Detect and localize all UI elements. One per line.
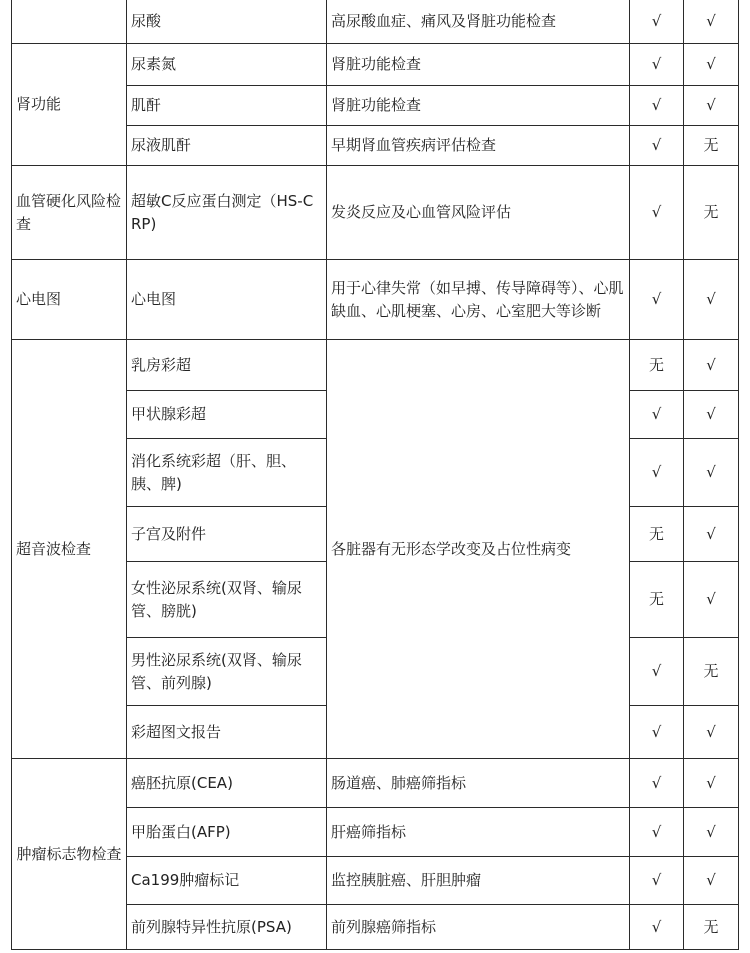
mark-cell-b: √ (684, 808, 739, 857)
mark-cell-a: √ (630, 905, 684, 950)
checkup-items-table (11, 0, 739, 950)
mark-cell-b: √ (684, 507, 739, 562)
mark-cell-a: √ (630, 166, 684, 260)
mark-cell-b: √ (684, 0, 739, 44)
description-cell: 肾脏功能检查 (327, 86, 630, 126)
mark-cell-a: √ (630, 86, 684, 126)
table-row (12, 0, 739, 44)
mark-cell-b: 无 (684, 126, 739, 166)
item-cell: 女性泌尿系统(双肾、输尿管、膀胱) (127, 562, 327, 638)
item-cell: 尿液肌酐 (127, 126, 327, 166)
mark-cell-a: 无 (630, 507, 684, 562)
mark-cell-a: √ (630, 44, 684, 86)
mark-cell-b: √ (684, 391, 739, 439)
table-row (12, 44, 739, 86)
mark-cell-b: √ (684, 439, 739, 507)
table-row (12, 166, 739, 260)
description-cell: 前列腺癌筛指标 (327, 905, 630, 950)
category-cell: 肾功能 (12, 44, 127, 166)
mark-cell-b: √ (684, 706, 739, 759)
item-cell: 甲胎蛋白(AFP) (127, 808, 327, 857)
mark-cell-b: √ (684, 260, 739, 340)
mark-cell-a: √ (630, 857, 684, 905)
mark-cell-a: 无 (630, 340, 684, 391)
item-cell: 消化系统彩超（肝、胆、胰、脾) (127, 439, 327, 507)
mark-cell-b: 无 (684, 166, 739, 260)
mark-cell-b: √ (684, 86, 739, 126)
mark-cell-a: √ (630, 0, 684, 44)
description-cell: 各脏器有无形态学改变及占位性病变 (327, 340, 630, 759)
mark-cell-b: 无 (684, 638, 739, 706)
table-row (12, 759, 739, 808)
item-cell: 肌酐 (127, 86, 327, 126)
category-cell: 肿瘤标志物检查 (12, 759, 127, 950)
mark-cell-b: √ (684, 562, 739, 638)
item-cell: 彩超图文报告 (127, 706, 327, 759)
mark-cell-a: √ (630, 260, 684, 340)
mark-cell-a: √ (630, 638, 684, 706)
table-row (12, 260, 739, 340)
item-cell: 尿素氮 (127, 44, 327, 86)
mark-cell-a: √ (630, 706, 684, 759)
description-cell: 高尿酸血症、痛风及肾脏功能检查 (327, 0, 630, 44)
item-cell: 子宫及附件 (127, 507, 327, 562)
mark-cell-b: 无 (684, 905, 739, 950)
mark-cell-b: √ (684, 759, 739, 808)
description-cell: 肠道癌、肺癌筛指标 (327, 759, 630, 808)
mark-cell-a: √ (630, 126, 684, 166)
item-cell: 甲状腺彩超 (127, 391, 327, 439)
mark-cell-b: √ (684, 44, 739, 86)
description-cell: 早期肾血管疾病评估检查 (327, 126, 630, 166)
category-cell: 超音波检查 (12, 340, 127, 759)
description-cell: 肾脏功能检查 (327, 44, 630, 86)
description-cell: 监控胰脏癌、肝胆肿瘤 (327, 857, 630, 905)
description-cell: 发炎反应及心血管风险评估 (327, 166, 630, 260)
description-cell: 肝癌筛指标 (327, 808, 630, 857)
item-cell: 男性泌尿系统(双肾、输尿管、前列腺) (127, 638, 327, 706)
mark-cell-a: √ (630, 391, 684, 439)
item-cell: 心电图 (127, 260, 327, 340)
item-cell: 前列腺特异性抗原(PSA) (127, 905, 327, 950)
category-cell: 心电图 (12, 260, 127, 340)
item-cell: 尿酸 (127, 0, 327, 44)
mark-cell-b: √ (684, 857, 739, 905)
table-row (12, 340, 739, 391)
description-cell: 用于心律失常（如早搏、传导障碍等）、心肌缺血、心肌梗塞、心房、心室肥大等诊断 (327, 260, 630, 340)
mark-cell-a: √ (630, 439, 684, 507)
item-cell: 癌胚抗原(CEA) (127, 759, 327, 808)
category-cell (12, 0, 127, 44)
item-cell: 超敏C反应蛋白测定（HS-CRP) (127, 166, 327, 260)
mark-cell-a: √ (630, 808, 684, 857)
item-cell: 乳房彩超 (127, 340, 327, 391)
mark-cell-a: √ (630, 759, 684, 808)
mark-cell-b: √ (684, 340, 739, 391)
mark-cell-a: 无 (630, 562, 684, 638)
category-cell: 血管硬化风险检查 (12, 166, 127, 260)
item-cell: Ca199肿瘤标记 (127, 857, 327, 905)
